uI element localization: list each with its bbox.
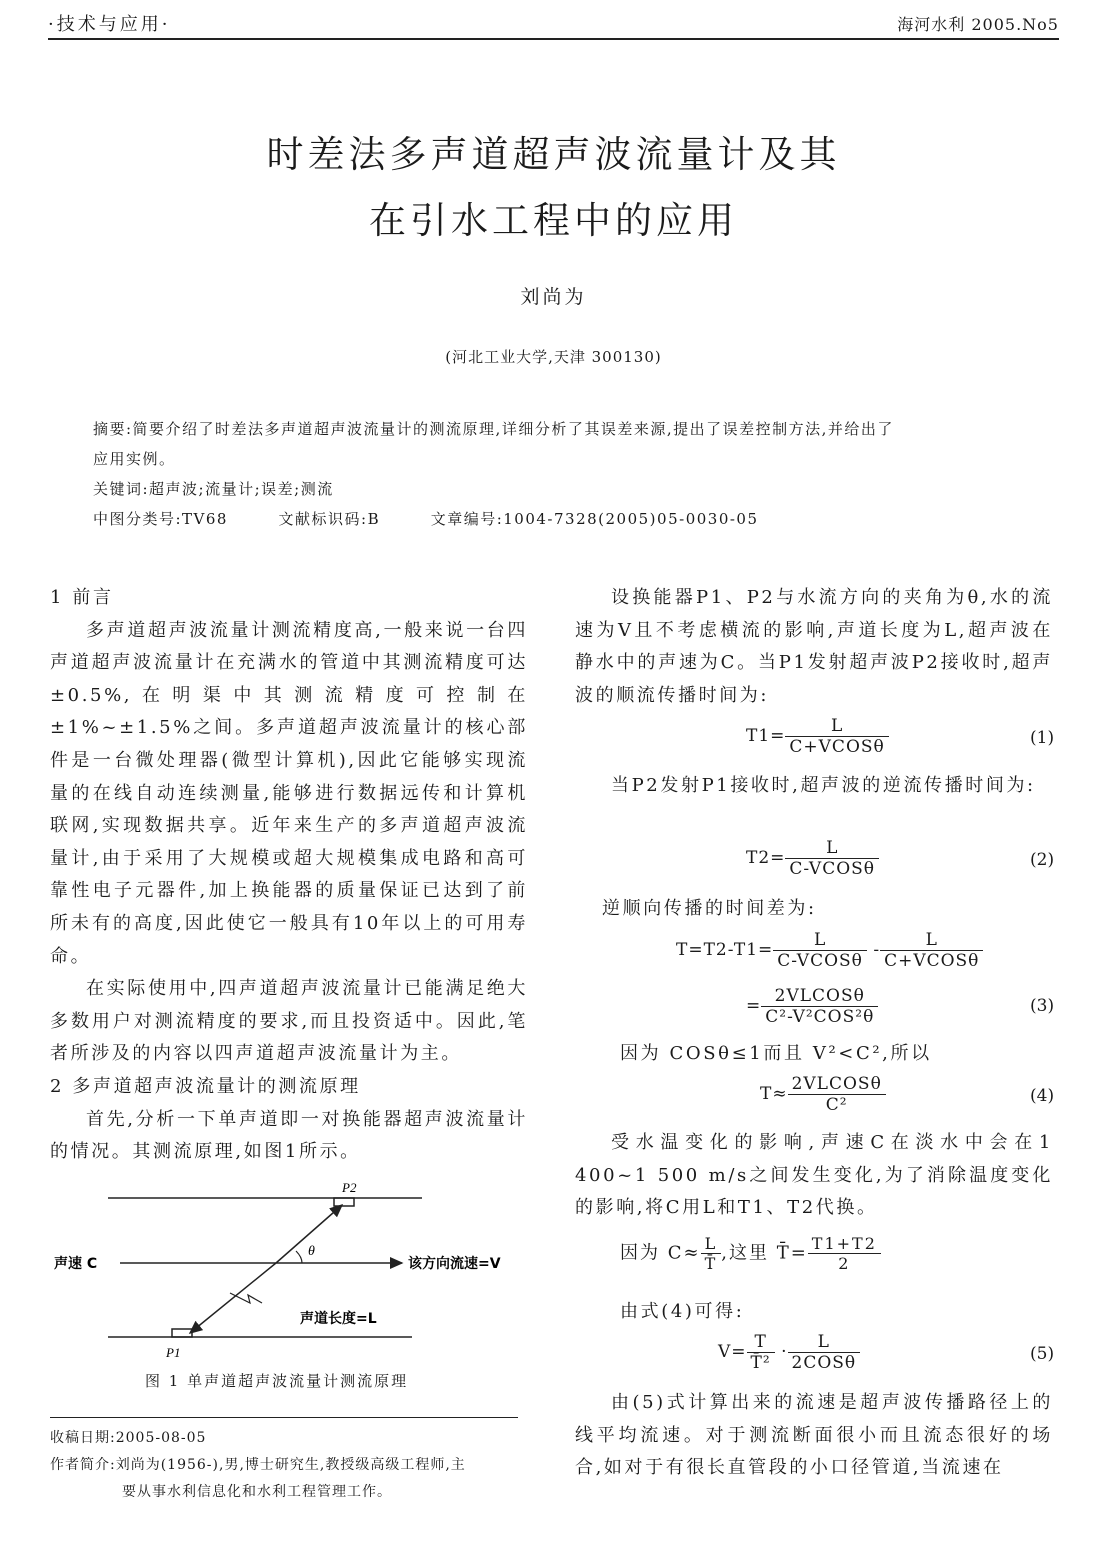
sound-path-down (190, 1263, 276, 1333)
left-column (50, 582, 528, 1169)
right-paragraph-5: 受水温变化的影响,声速C在淡水中会在1 400~1 500 m/s之间发生变化,为了消除温度变化的影响,将C用L和T1、T2代换。 (575, 1132, 1053, 1219)
equation-1-number: (1) (1030, 728, 1055, 748)
journal-issue: 海河水利 2005.No5 (897, 15, 1059, 34)
equation-3-line-1: T=T2-T1= $\frac{L}{\text{C-VCOSθ}}$ - $\frac{L}{\text{C+VCOSθ}}$ (676, 930, 983, 971)
label-p1: P1 (166, 1345, 181, 1360)
paragraph: 多声道超声波流量计测流精度高,一般来说一台四声道超声波流量计在充满水的管道中其测流精度可达±0.5%,在明渠中其测流精度可控制在±1%~±1.5%之间。多声道超声波流量计的核心部件是一台微处理器(微型计算机),因此它能够实现流量的在线自动连续测量,能够进行数据远传和计算机联网,实现数据共享。近年来生产的多声道超声波流量计,由于采用了大规模或超大规模集成电路和高可靠性电子元器件,加上换能器的质量保证已达到了前所未有的高度,因此使它一般具有10年以上的可用寿命。 (50, 619, 528, 967)
transducer-p1 (172, 1329, 192, 1337)
header-rule (48, 38, 1059, 40)
equation-3-line-2: = $\frac{\text{2VLCOSθ}}{\text{C²-V²COS²θ}}$ (746, 986, 878, 1027)
abstract-line-2: 应用实例。 (93, 450, 176, 468)
footnote (50, 1425, 530, 1506)
label-flow-speed: 该方向流速=V (408, 1256, 501, 1272)
paragraph: 在实际使用中,四声道超声波流量计已能满足绝大多数用户对测流精度的要求,而且投资适中。因此,笔者所涉及的内容以四声道超声波流量计为主。 (50, 978, 528, 1065)
equation-5: V= $\frac{T}{\text{T̄²}}$ · $\frac{L}{\text{2COSθ}}$ (718, 1332, 860, 1373)
equation-3-number: (3) (1030, 996, 1055, 1016)
section-label: ·技术与应用· (48, 14, 171, 35)
class-number: 中图分类号:TV68 (93, 510, 228, 528)
title-line-2: 在引水工程中的应用 (369, 199, 738, 242)
document-code: 文献标识码:B (278, 510, 381, 528)
label-p2: P2 (342, 1180, 357, 1195)
section-1-heading: 1 前言 (50, 587, 114, 608)
length-pointer (230, 1293, 262, 1303)
equation-2-number: (2) (1030, 850, 1055, 870)
classification-row (93, 504, 1023, 534)
author: 刘尚为 (520, 286, 587, 308)
keywords: 关键词:超声波;流量计;误差;测流 (93, 480, 334, 498)
abstract (93, 414, 1023, 534)
author-bio-line-1: 作者简介:刘尚为(1956-),男,博士研究生,教授级高级工程师,主 (50, 1457, 466, 1473)
title-line-1: 时差法多声道超声波流量计及其 (266, 133, 841, 176)
affiliation: (河北工业大学,天津 300130) (445, 348, 662, 366)
right-paragraph-8: 由(5)式计算出来的流速是超声波传播路径上的线平均流速。对于测流断面很小而且流态很好的场合,如对于有很长直管段的小口径管道,当流速在 (575, 1392, 1053, 1479)
label-sound-speed: 声速 C (54, 1256, 98, 1272)
right-paragraph-4: 因为 COSθ≤1而且 V²<C²,所以 (620, 1043, 932, 1064)
figure-1-diagram (50, 1175, 530, 1375)
right-paragraph-3: 逆顺向传播的时间差为: (602, 898, 817, 919)
article-number: 文章编号:1004-7328(2005)05-0030-05 (430, 510, 759, 528)
equation-5-number: (5) (1030, 1344, 1055, 1364)
figure-1-caption: 图 1 单声道超声波流量计测流原理 (145, 1372, 409, 1390)
equation-1: T1= $\frac{L}{\text{C+VCOSθ}}$ (746, 716, 889, 757)
label-path-length: 声道长度=L (300, 1311, 377, 1327)
received-date: 收稿日期:2005-08-05 (50, 1430, 207, 1446)
author-bio-line-2: 要从事水利信息化和水利工程管理工作。 (122, 1484, 392, 1500)
right-paragraph-1: 设换能器P1、P2与水流方向的夹角为θ,水的流速为V且不考虑横流的影响,声道长度为L,超声波在静水中的声速为C。当P1发射超声波P2接收时,超声波的顺流传播时间为: (575, 587, 1053, 706)
right-paragraph-7: 由式(4)可得: (620, 1301, 745, 1322)
section-2-heading: 2 多声道超声波流量计的测流原理 (50, 1075, 361, 1097)
label-theta: θ (308, 1244, 315, 1259)
transducer-p2 (334, 1198, 354, 1206)
angle-arc (296, 1251, 302, 1263)
abstract-line-1: 摘要:简要介绍了时差法多声道超声波流量计的测流原理,详细分析了其误差来源,提出了误差控制方法,并给出了 (93, 420, 894, 438)
equation-substitution: 因为 C≈ $\frac{L}{T̄}$ ,这里 T̄= $\frac{T1+T2}{2}$ (620, 1234, 881, 1273)
equation-2: T2= $\frac{L}{\text{C-VCOSθ}}$ (746, 838, 879, 879)
equation-4: T≈ $\frac{\text{2VLCOSθ}}{\text{C²}}$ (760, 1074, 886, 1115)
right-paragraph-2: 当P2发射P1接收时,超声波的逆流传播时间为: (611, 775, 1036, 796)
paragraph: 首先,分析一下单声道即一对换能器超声波流量计的情况。其测流原理,如图1所示。 (50, 1108, 528, 1163)
footnote-rule (50, 1417, 518, 1418)
equation-4-number: (4) (1030, 1086, 1055, 1106)
